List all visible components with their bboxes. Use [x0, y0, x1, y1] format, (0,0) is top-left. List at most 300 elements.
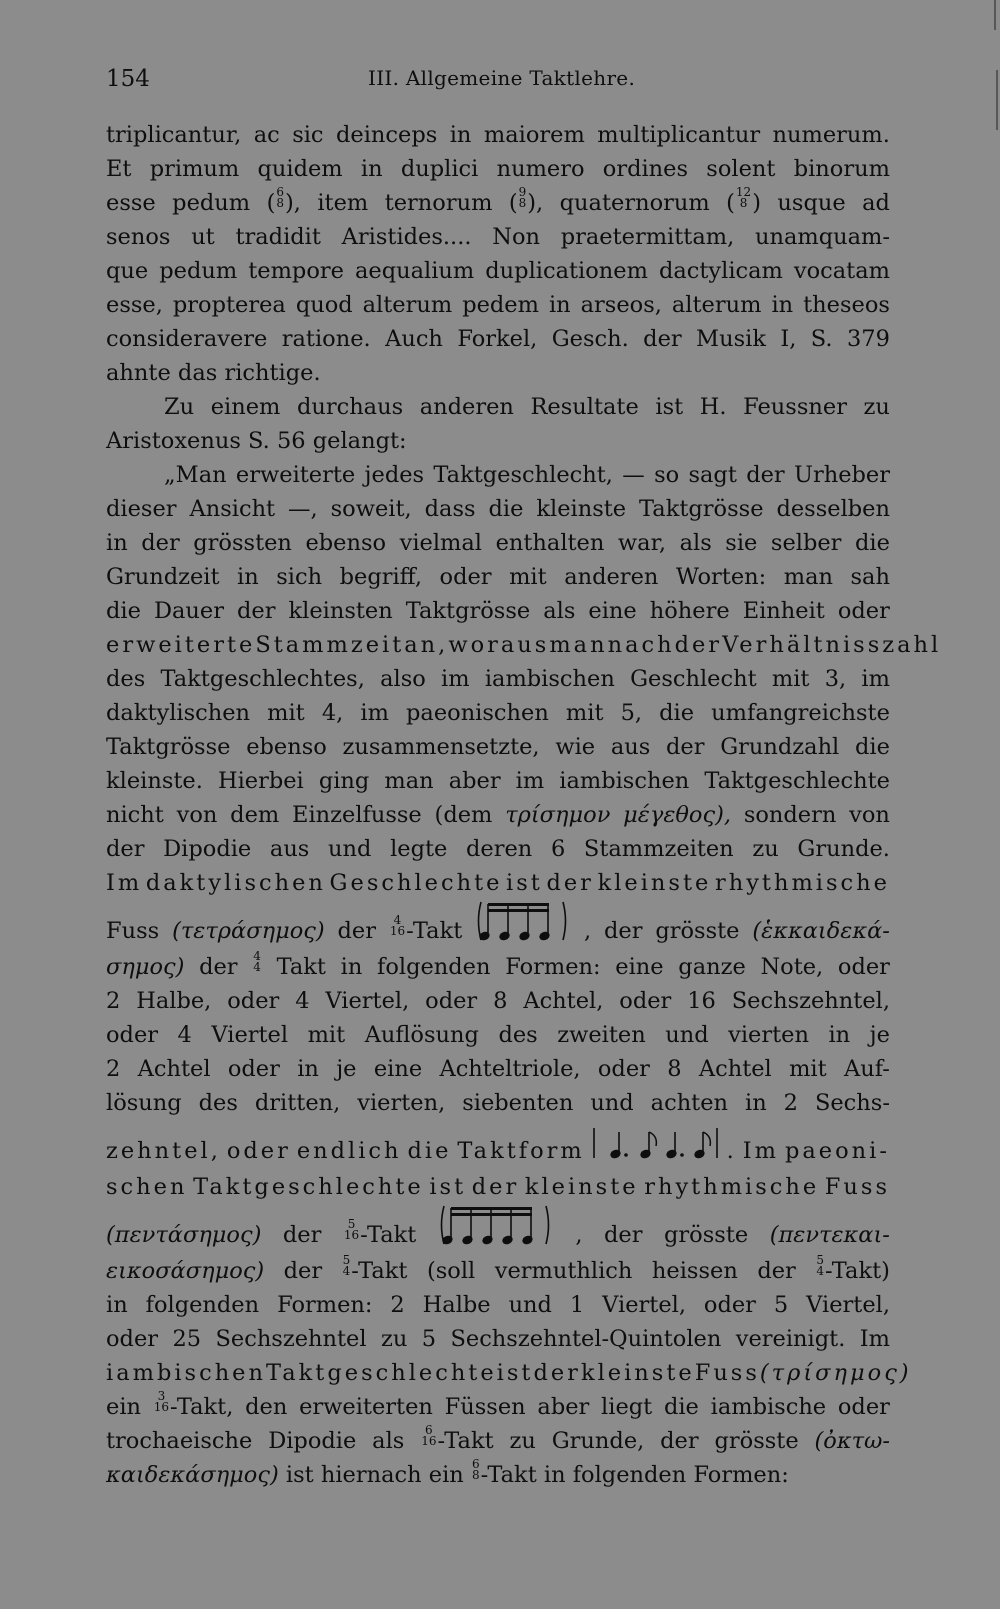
- text-line: [106, 628, 942, 662]
- word: Feussner: [743, 394, 847, 420]
- word: rhythmische: [714, 870, 890, 896]
- word: numero: [496, 156, 585, 182]
- text-line: [106, 1086, 890, 1120]
- word: 3,: [824, 666, 847, 692]
- word: der: [604, 1222, 643, 1248]
- word: 8: [493, 988, 508, 1014]
- word: 2: [106, 988, 121, 1014]
- word: ac: [253, 122, 280, 148]
- word: in: [297, 1056, 319, 1082]
- word: Taktgrösse: [405, 598, 531, 624]
- word: Stammzeit: [255, 632, 405, 658]
- word: Achtel,: [523, 988, 604, 1014]
- word: höhere: [649, 598, 730, 624]
- word: Urheber: [793, 462, 890, 488]
- word: also: [380, 666, 426, 692]
- word: im: [515, 768, 545, 794]
- text-line: [106, 866, 890, 900]
- word: Grundzahl: [720, 734, 840, 760]
- text-line: [106, 1254, 890, 1288]
- word: als: [372, 1428, 405, 1454]
- word: umfangreichste: [711, 700, 890, 726]
- fraction: 3 16: [153, 1389, 170, 1414]
- word: ging: [318, 768, 370, 794]
- word: Sechs-: [814, 1090, 890, 1116]
- word: woraus: [448, 632, 550, 658]
- greek-word: (τρίσημος): [759, 1360, 912, 1386]
- word: mit: [771, 666, 810, 692]
- word: die: [488, 496, 524, 522]
- word: 4: [295, 988, 310, 1014]
- word: 4: [177, 1022, 192, 1048]
- word: 5,: [620, 700, 643, 726]
- word: kleinste: [580, 1360, 695, 1386]
- word: soweit,: [330, 496, 412, 522]
- word: folgenden: [572, 1462, 687, 1488]
- word: Formen:: [505, 954, 601, 980]
- music-figure: [475, 900, 571, 948]
- word: sic: [292, 122, 324, 148]
- word: Auf-: [843, 1056, 890, 1082]
- word: duplicationem: [485, 258, 648, 284]
- word: mit: [509, 564, 547, 590]
- word: ,: [575, 1222, 583, 1248]
- word: oder: [227, 988, 280, 1014]
- word: legte: [390, 836, 448, 862]
- word: Geschlecht: [630, 666, 757, 692]
- word: Non: [492, 224, 540, 250]
- word: pedum: [159, 258, 238, 284]
- word: ut: [191, 224, 215, 250]
- word: die: [855, 530, 890, 556]
- word: usque: [777, 190, 846, 216]
- word: erweiterte: [235, 462, 356, 488]
- text-line: [106, 492, 890, 526]
- word: oder: [106, 1326, 159, 1352]
- text-line: [106, 1204, 890, 1254]
- word: die: [663, 1394, 699, 1420]
- word: desselben: [776, 496, 890, 522]
- text-line: [106, 288, 890, 322]
- word: das: [177, 360, 218, 386]
- text-line: [106, 1288, 890, 1322]
- word: S.: [810, 326, 833, 352]
- word: nicht: [106, 802, 164, 828]
- word: je: [869, 1022, 890, 1048]
- word: in: [340, 954, 363, 980]
- word: alterum: [362, 292, 453, 318]
- word: des: [498, 1022, 538, 1048]
- word: 2: [783, 1090, 798, 1116]
- word: sich: [276, 564, 323, 590]
- word: von: [849, 802, 890, 828]
- word: quidem: [257, 156, 343, 182]
- greek-word: τρίσημον: [505, 802, 611, 828]
- word: der: [282, 1222, 322, 1248]
- word: 6: [550, 836, 566, 862]
- word: durchaus: [296, 394, 404, 420]
- word: paeonischen: [406, 700, 549, 726]
- text-line: [106, 322, 890, 356]
- word: Taktgrösse: [639, 496, 764, 522]
- word: Füssen: [444, 1394, 526, 1420]
- word: zu: [752, 836, 779, 862]
- word: 8: [667, 1056, 682, 1082]
- word: Geschlechte: [329, 870, 503, 896]
- text-line: [106, 662, 890, 696]
- word: ahnte: [106, 360, 171, 386]
- word: 3 16 -Takt,: [153, 1389, 234, 1420]
- word: rhythmische: [644, 1174, 820, 1200]
- word: kleinste: [597, 870, 712, 896]
- word: dass: [424, 496, 476, 522]
- word: grösste: [655, 918, 740, 944]
- word: dem: [230, 802, 280, 828]
- word: H.: [699, 394, 727, 420]
- word: duplici: [400, 156, 479, 182]
- word: iambische: [710, 1394, 827, 1420]
- scan-edge-mark: [996, 70, 998, 130]
- word: und: [590, 1090, 634, 1116]
- word: 5: [773, 1292, 789, 1318]
- word: esse: [106, 190, 156, 216]
- word: hiernach: [320, 1462, 422, 1488]
- word: Achtel: [137, 1056, 211, 1082]
- word: Taktgeschlechte: [704, 768, 890, 794]
- word: ( 9 8 ),: [508, 185, 544, 216]
- word: in: [449, 122, 472, 148]
- word: der: [236, 598, 276, 624]
- word: multiplicantur: [597, 122, 761, 148]
- word: 2: [106, 1056, 121, 1082]
- word: der: [283, 1258, 323, 1284]
- fraction: 5 4: [342, 1253, 351, 1278]
- word: richtige.: [224, 360, 321, 386]
- word: selber: [770, 530, 842, 556]
- word: vereinigt.: [735, 1326, 846, 1352]
- word: der: [337, 918, 376, 944]
- word: Taktgrösse: [106, 734, 231, 760]
- word: Halbe: [422, 1292, 491, 1318]
- word: Resultate: [530, 394, 639, 420]
- word: wie: [555, 734, 596, 760]
- word: Fuss: [106, 918, 160, 944]
- text-line: [106, 764, 890, 798]
- word: kleinste.: [106, 768, 203, 794]
- word: kleinsten: [288, 598, 393, 624]
- word: Taktform: [457, 1138, 585, 1164]
- word: (soll: [426, 1258, 476, 1284]
- word: quod: [295, 292, 353, 318]
- word: sondern: [743, 802, 837, 828]
- word: aber: [537, 1394, 590, 1420]
- word: oder: [226, 1138, 291, 1164]
- fraction: 4 16: [389, 913, 406, 938]
- text-line: [106, 900, 890, 950]
- word: des: [106, 666, 146, 692]
- word: dritten,: [254, 1090, 341, 1116]
- word: des: [198, 1090, 238, 1116]
- word: in: [828, 1022, 851, 1048]
- word: alterum: [671, 292, 762, 318]
- word: in: [745, 1090, 767, 1116]
- music-notation-figure: [438, 1204, 554, 1246]
- word: zu: [380, 1326, 408, 1352]
- text-line: [106, 186, 890, 220]
- word: Formen:: [277, 1292, 373, 1318]
- word: iambischen: [484, 666, 615, 692]
- word: oder: [837, 1394, 890, 1420]
- word: der: [674, 632, 723, 658]
- word: .: [726, 1138, 737, 1164]
- word: der: [546, 870, 594, 896]
- word: Achtel: [698, 1056, 772, 1082]
- word: kleinste: [536, 496, 627, 522]
- word: 5 4 -Takt: [342, 1253, 408, 1284]
- word: Sechszehntel,: [731, 988, 890, 1014]
- word: folgenden: [377, 954, 491, 980]
- word: daktylischen: [106, 700, 251, 726]
- word: ( 6 8 ),: [266, 185, 301, 216]
- word: 16: [687, 988, 716, 1014]
- text-line: [106, 1052, 890, 1086]
- word: Taktgeschlechte: [266, 1360, 497, 1386]
- word: in: [237, 564, 259, 590]
- text-line: [106, 254, 890, 288]
- text-line: [106, 220, 890, 254]
- word: zu: [863, 394, 890, 420]
- word: Takt: [276, 954, 326, 980]
- word: oder: [106, 1022, 159, 1048]
- word: „Man: [164, 462, 227, 488]
- word: man: [384, 768, 434, 794]
- text-line: [106, 152, 890, 186]
- text-line: [106, 984, 890, 1018]
- fraction: 4 4: [253, 949, 261, 974]
- word: vermuthlich: [494, 1258, 633, 1284]
- word: Gesch.: [551, 326, 629, 352]
- text-line: [106, 560, 890, 594]
- word: primum: [149, 156, 240, 182]
- word: —: [622, 462, 645, 488]
- greek-word: σημος): [106, 954, 185, 980]
- word: trochaeische: [106, 1428, 253, 1454]
- word: propterea: [172, 292, 286, 318]
- word: numerum.: [772, 122, 890, 148]
- word: oder: [227, 1056, 280, 1082]
- word: dieser: [106, 496, 177, 522]
- word: im: [360, 700, 389, 726]
- word: Taktgeschlecht,: [433, 462, 613, 488]
- word: heissen: [651, 1258, 738, 1284]
- word: Viertel,: [325, 988, 410, 1014]
- word: Viertel,: [602, 1292, 686, 1318]
- word: im: [861, 666, 890, 692]
- word: zehntel,: [106, 1138, 221, 1164]
- word: anderen: [564, 564, 659, 590]
- word: oder: [439, 564, 492, 590]
- word: maiorem: [483, 122, 585, 148]
- word: der: [199, 954, 238, 980]
- word: sie: [725, 530, 758, 556]
- word: item: [317, 190, 369, 216]
- text-line: [106, 730, 890, 764]
- text-line: [106, 1170, 890, 1204]
- word: daktylischen: [145, 870, 326, 896]
- word: zusammensetzte,: [342, 734, 540, 760]
- fraction: 9 8: [518, 185, 527, 210]
- text-line: [106, 118, 890, 152]
- word: oder: [597, 1056, 650, 1082]
- word: Sechszehntel: [215, 1326, 367, 1352]
- word: que: [106, 258, 149, 284]
- word: solent: [706, 156, 776, 182]
- word: I,: [780, 326, 797, 352]
- word: gelangt:: [312, 428, 407, 454]
- scan-edge-mark: [994, 0, 996, 30]
- word: iambischen: [559, 768, 690, 794]
- word: S.: [248, 428, 270, 454]
- word: arseos,: [580, 292, 662, 318]
- word: Grundzeit: [106, 564, 220, 590]
- word: Verhältnisszahl: [722, 632, 942, 658]
- word: war,: [617, 530, 667, 556]
- word: lösung: [106, 1090, 182, 1116]
- word: der: [660, 1428, 699, 1454]
- word: liegt: [601, 1394, 653, 1420]
- word: Im: [742, 1138, 780, 1164]
- music-notation-figure: [591, 1120, 721, 1162]
- word: 379: [846, 326, 890, 352]
- word: und: [328, 836, 372, 862]
- word: ternorum: [384, 190, 493, 216]
- word: mit: [565, 700, 604, 726]
- word: ratione.: [281, 326, 371, 352]
- word: sah: [850, 564, 890, 590]
- word: [252, 950, 262, 984]
- word: nach: [607, 632, 675, 658]
- greek-word: (τετράσημος): [172, 918, 325, 944]
- text-line: [106, 1458, 890, 1492]
- word: Einheit: [742, 598, 825, 624]
- word: begriff,: [339, 564, 423, 590]
- word: grössten: [193, 530, 292, 556]
- word: der: [643, 326, 682, 352]
- word: ganze: [678, 954, 746, 980]
- word: so: [654, 462, 680, 488]
- fraction: 6 16: [421, 1423, 437, 1448]
- music-notation-figure: [475, 900, 571, 942]
- word: ordines: [602, 156, 689, 182]
- word: zu: [509, 1428, 536, 1454]
- word: aus: [269, 836, 310, 862]
- greek-word: (ὀκτω-: [814, 1428, 890, 1454]
- text-line: [106, 950, 890, 984]
- word: grösste: [714, 1428, 799, 1454]
- word: —,: [288, 496, 318, 522]
- word: 2: [390, 1292, 405, 1318]
- word: 5: [421, 1326, 437, 1352]
- word: quaternorum: [559, 190, 710, 216]
- word: 6 8 -Takt: [471, 1457, 537, 1488]
- word: in: [771, 292, 794, 318]
- word: Aristoxenus: [106, 428, 241, 454]
- word: mit: [267, 700, 305, 726]
- word: man: [783, 564, 833, 590]
- word: Einzelfusse: [292, 802, 422, 828]
- body-text: [106, 118, 942, 1492]
- word: ist: [496, 1360, 534, 1386]
- word: triplicantur,: [106, 122, 242, 148]
- greek-word: (πεντεκαι-: [769, 1222, 890, 1248]
- word: der: [746, 462, 785, 488]
- word: einem: [210, 394, 281, 420]
- fraction: 5 16: [343, 1217, 360, 1242]
- word: ad: [862, 190, 890, 216]
- word: Et: [106, 156, 132, 182]
- word: Viertel,: [806, 1292, 890, 1318]
- word: tradidit: [235, 224, 321, 250]
- word: Fuss: [694, 1360, 760, 1386]
- word: aequalium: [354, 258, 475, 284]
- word: sagt: [688, 462, 737, 488]
- word: im: [441, 666, 470, 692]
- word: eine: [588, 598, 637, 624]
- word: schen: [106, 1174, 188, 1200]
- word: Im: [859, 1326, 890, 1352]
- word: an,: [404, 632, 449, 658]
- word: als: [543, 598, 576, 624]
- word: 6 16 -Takt: [421, 1423, 494, 1454]
- word: und: [508, 1292, 552, 1318]
- word: Taktgeschlechte: [193, 1174, 424, 1200]
- word: erweiterten: [299, 1394, 433, 1420]
- word: die: [854, 734, 890, 760]
- word: erweiterte: [106, 632, 256, 658]
- text-line: [106, 1018, 890, 1052]
- running-title: III. Allgemeine Taktlehre.: [368, 66, 636, 90]
- word: iambischen: [106, 1360, 266, 1386]
- text-line: [106, 696, 890, 730]
- word: ein: [428, 1462, 464, 1488]
- text-line: [106, 1356, 912, 1390]
- word: oder: [837, 954, 890, 980]
- word: 25: [172, 1326, 202, 1352]
- word: Note,: [760, 954, 824, 980]
- word: Worten:: [675, 564, 767, 590]
- word: oder: [619, 988, 672, 1014]
- word: vocatam: [793, 258, 890, 284]
- word: Formen:: [693, 1462, 789, 1488]
- word: senos: [106, 224, 171, 250]
- word: in: [106, 530, 128, 556]
- word: theseos: [803, 292, 890, 318]
- word: Grunde.: [797, 836, 890, 862]
- word: als: [679, 530, 712, 556]
- word: consideravere: [106, 326, 268, 352]
- word: Ansicht: [189, 496, 276, 522]
- word: Dipodie: [163, 836, 252, 862]
- word: aber: [448, 768, 501, 794]
- word: deinceps: [336, 122, 438, 148]
- greek-word: μέγεθος),: [623, 802, 732, 828]
- word: Achteltriole,: [439, 1056, 581, 1082]
- text-line: [106, 1390, 890, 1424]
- music-figure: [591, 1120, 721, 1168]
- word: binorum: [793, 156, 890, 182]
- word: endlich: [296, 1138, 402, 1164]
- word: folgenden: [145, 1292, 260, 1318]
